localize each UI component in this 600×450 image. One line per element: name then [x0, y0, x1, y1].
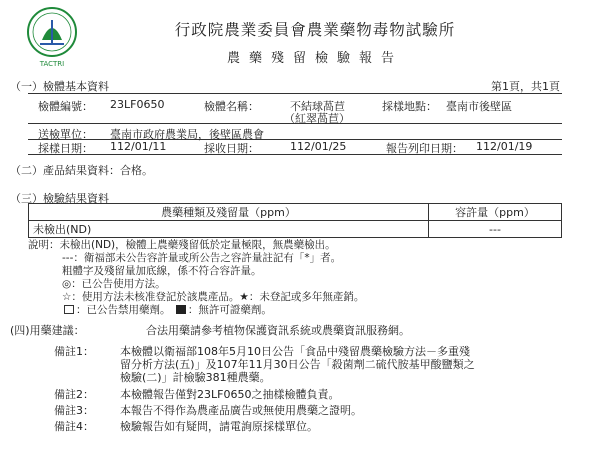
col-pesticide-header: 農藥種類及殘留量（ppm）: [29, 204, 429, 221]
legend-banned: ：已公告禁用藥劑。: [76, 304, 171, 316]
banned-square-icon: [64, 305, 74, 314]
divider: [28, 93, 562, 94]
explanation-line: 說明：未檢出(ND)，檢體上農藥殘留低於定量極限，無農藥檢出。: [28, 239, 336, 251]
sample-name-label: 檢體名稱：: [204, 100, 259, 113]
sample-place-label: 採樣地點：: [382, 100, 437, 113]
sample-name-sub: （紅翠萵苣）: [284, 112, 350, 125]
explanation-legend: [62, 302, 272, 317]
note-label: 備註2：: [54, 388, 94, 401]
print-date-value: 112/01/19: [476, 140, 533, 153]
submit-unit-value: 臺南市政府農業局，後壁區農會: [110, 128, 264, 141]
print-date-label: 報告列印日期：: [386, 142, 463, 155]
page-info: 第1頁，共1頁: [491, 80, 560, 93]
note-label: 備註1：: [54, 345, 94, 358]
table-header-row: [29, 204, 562, 221]
logo-text: TACTRI: [39, 60, 65, 68]
divider: [28, 123, 562, 124]
unlicensed-square-icon: [176, 305, 186, 314]
section-advice-label: (四)用藥建議：: [10, 324, 85, 337]
section-test-result: （三）檢驗結果資料: [10, 192, 109, 205]
explanation-line: ☆：使用方法未核准登記於該農產品。★：未登記或多年無產銷。: [62, 291, 365, 303]
org-name: 行政院農業委員會農業藥物毒物試驗所: [174, 21, 456, 39]
explanation-line: ---：衛福部未公告容許量或所公告之容許量註記有「*」者。: [62, 252, 342, 264]
explanation-line: 粗體字及殘留量加底線，係不符合容許量。: [62, 265, 262, 277]
section-advice-text: 合法用藥請參考植物保護資訊系統或農藥資訊服務網。: [146, 324, 410, 337]
divider: [28, 154, 562, 155]
legend-unlicensed: ：無許可證藥劑。: [187, 304, 272, 316]
explanation-line: ◎：已公告使用方法。: [62, 278, 166, 290]
table-row: [29, 221, 562, 238]
result-table: [28, 203, 562, 238]
note-text: 檢驗報告如有疑問，請電詢原採樣單位。: [120, 420, 318, 433]
result-limit: ---: [429, 221, 562, 238]
note-label: 備註4：: [54, 420, 94, 433]
section-sample-info: （一）檢體基本資料: [10, 80, 109, 93]
note-text: 本檢體報告僅對23LF0650之抽樣檢體負責。: [120, 388, 340, 401]
col-limit-header: 容許量（ppm）: [429, 204, 562, 221]
note-text: 本檢體以衛福部108年5月10日公告「食品中殘留農藥檢驗方法－多重殘: [120, 345, 470, 358]
received-date-value: 112/01/25: [290, 140, 347, 153]
note-label: 備註3：: [54, 404, 94, 417]
report-title: 農藥殘留檢驗報告: [226, 51, 403, 66]
note-text: 留分析方法(五)」及107年11月30日公告「殺菌劑二硫代胺基甲酸鹽類之: [120, 358, 475, 371]
sampling-date-value: 112/01/11: [110, 140, 167, 153]
received-date-label: 採收日期：: [204, 142, 259, 155]
note-text: 本報告不得作為農產品廣告或無使用農藥之證明。: [120, 404, 362, 417]
sample-place-value: 臺南市後壁區: [446, 100, 512, 113]
sample-id-value: 23LF0650: [110, 98, 165, 111]
sample-id-label: 檢體編號：: [38, 100, 93, 113]
sampling-date-label: 採樣日期：: [38, 142, 93, 155]
note-text: 檢驗(二)」計檢驗381種農藥。: [120, 371, 271, 384]
section-product-result: （二）產品結果資料：合格。: [10, 164, 153, 177]
result-name: 未檢出(ND): [29, 221, 429, 238]
sample-name-value: 不結球萵苣: [290, 100, 345, 113]
submit-unit-label: 送檢單位：: [38, 128, 93, 141]
